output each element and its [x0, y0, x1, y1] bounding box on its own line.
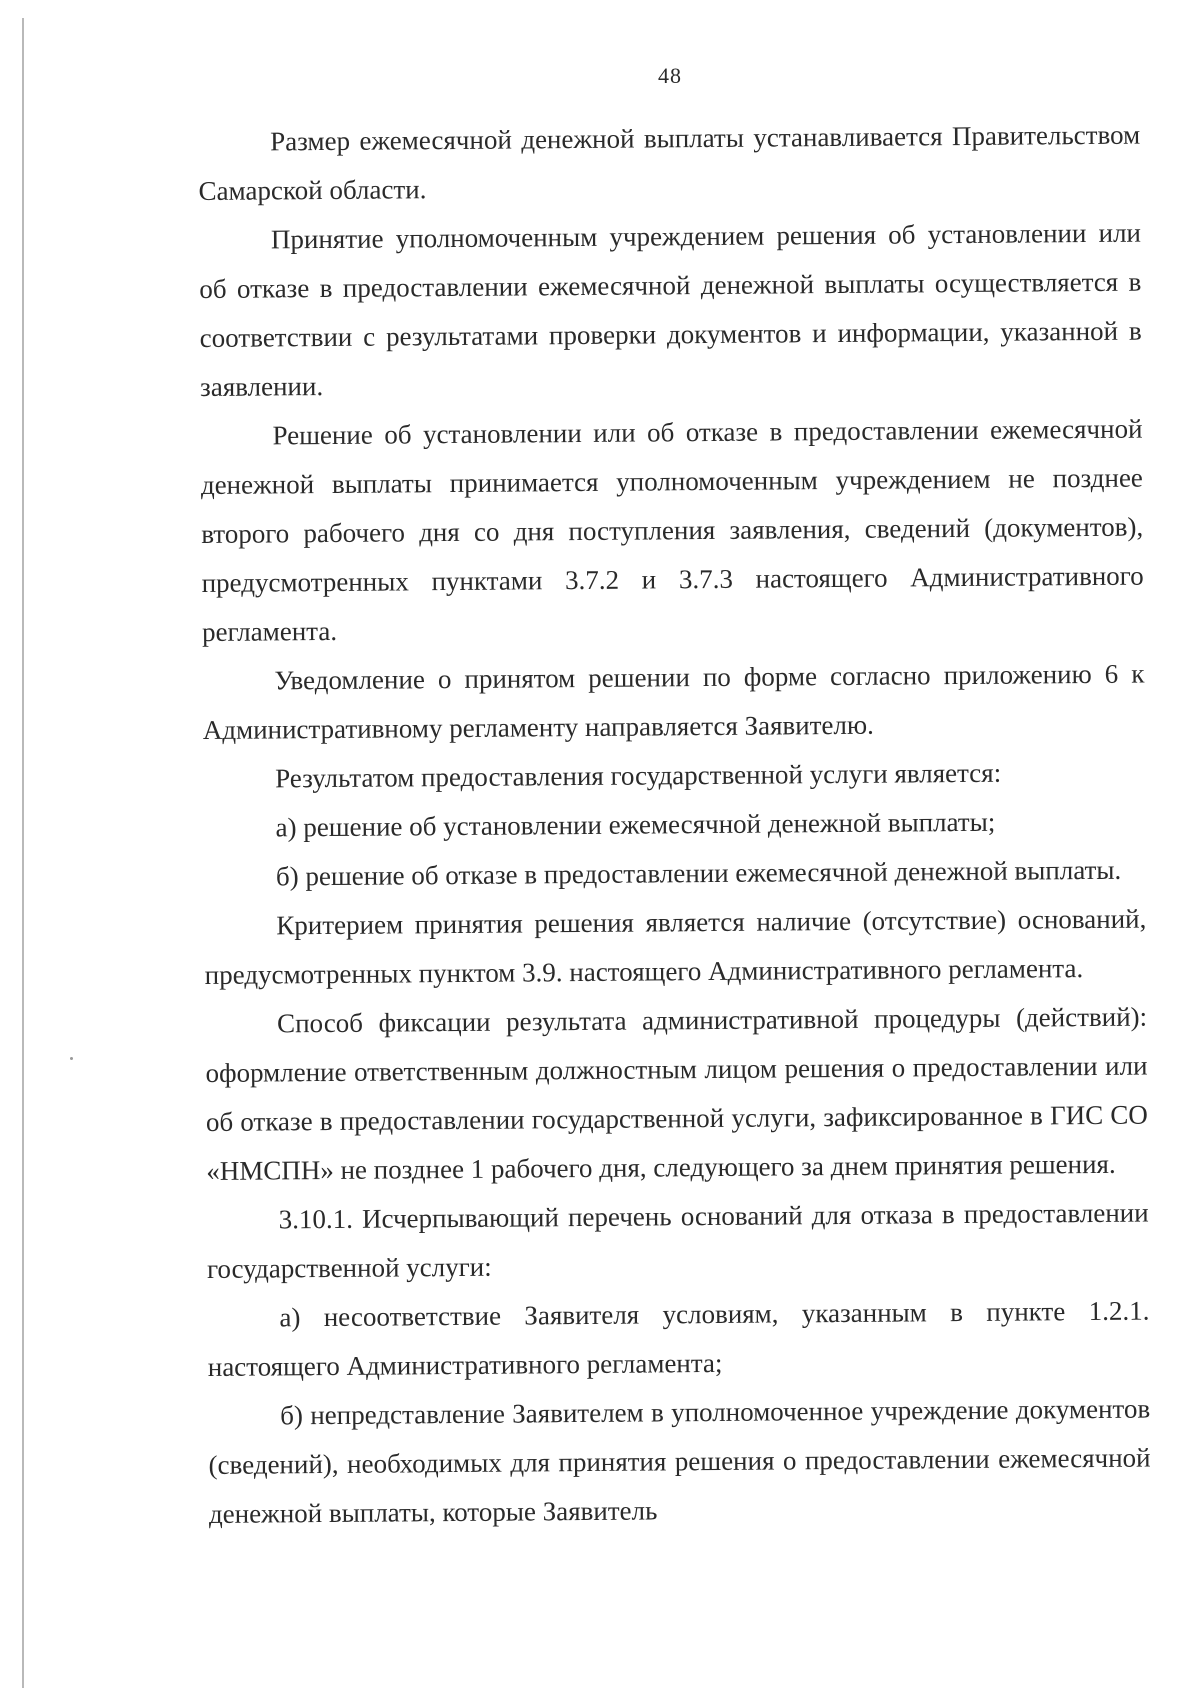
paragraph-fixation-method: Способ фиксации результата административной процедуры (действий): оформление ответственным должностным лицом решения о предоставлении или об отказе в предоставлении государственной услуги, зафиксированное в ГИС СО «НМСПН» не позднее 1 рабочего дня, следующего за днем принятия решения. [205, 1001, 1148, 1186]
list-item-refusal-a: а) несоответствие Заявителя условиям, указанным в пункте 1.2.1. настоящего Административного регламента; [207, 1295, 1150, 1382]
paragraph-decision-deadline: Решение об установлении или об отказе в предоставлении ежемесячной денежной выплаты принимается уполномоченным учреждением не позднее второго рабочего дня со дня поступления заявления, сведений (документов), предусмотренных пунктами 3.7.2 и 3.7.3 настоящего Административного регламента. [200, 413, 1144, 647]
page-number: 48 [658, 63, 682, 88]
paragraph-refusal-grounds-heading: 3.10.1. Исчерпывающий перечень оснований для отказа в предоставлении государственной услуги: [206, 1197, 1149, 1284]
paragraph-decision-adoption: Принятие уполномоченным учреждением решения об установлении или об отказе в предоставлении ежемесячной денежной выплаты осуществляется в соответствии с результатами проверки документов и информации, указанной в заявлении. [199, 217, 1142, 402]
list-item-refusal-b: б) непредставление Заявителем в уполномоченное учреждение документов (сведений), необходимых для принятия решения о предоставлении ежемесячной денежной выплаты, которые Заявитель [208, 1393, 1151, 1529]
paragraph-result-intro: Результатом предоставления государственной услуги является: [275, 757, 1002, 794]
paragraph-decision-criterion: Критерием принятия решения является наличие (отсутствие) оснований, предусмотренных пунктом 3.9. настоящего Административного регламента. [204, 903, 1147, 990]
list-item-result-a: а) решение об установлении ежемесячной денежной выплаты; [275, 806, 996, 843]
scan-margin-line [22, 18, 24, 1688]
scan-speck [70, 1057, 73, 1060]
list-item-result-b: б) решение об отказе в предоставлении ежемесячной денежной выплаты. [275, 854, 1122, 892]
paragraph-payment-amount: Размер ежемесячной денежной выплаты устанавливается Правительством Самарской области. [198, 119, 1141, 206]
paragraph-notification: Уведомление о принятом решении по форме согласно приложению 6 к Административному регламенту направляется Заявителю. [202, 658, 1145, 745]
document-body [198, 111, 1151, 1539]
